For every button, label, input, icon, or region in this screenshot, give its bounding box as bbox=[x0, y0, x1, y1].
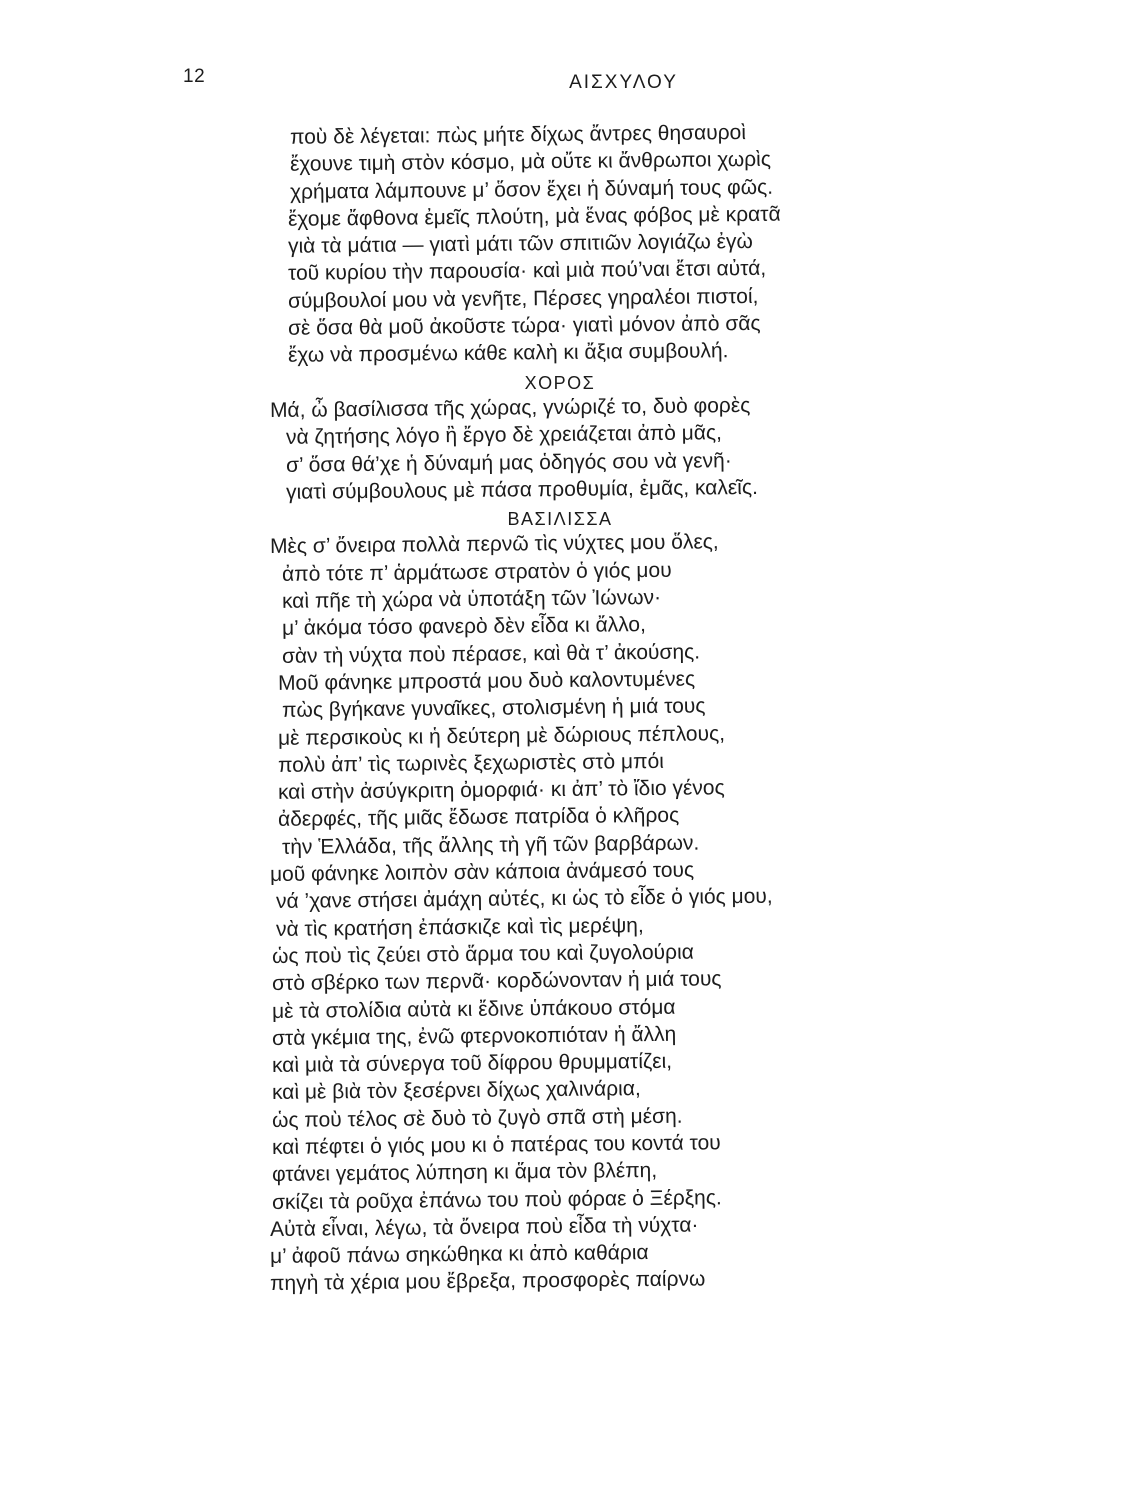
verse-line: τοῦ κυρίου τὴν παρουσία· καὶ μιὰ πού’ναι ἔτσι αὐτά, bbox=[287, 257, 767, 286]
verse-line: μὲ περσικοὺς κι ἡ δεύτερη μὲ δώριους πέπλους, bbox=[277, 721, 726, 750]
verse-line: σκίζει τὰ ροῦχα ἐπάνω του ποὺ φόραε ὁ Ξέρξης. bbox=[271, 1185, 722, 1214]
verse-line: μὲ τὰ στολίδια αὐτὰ κι ἔδινε ὑπάκουο στόμα bbox=[271, 995, 676, 1023]
verse-line: σύμβουλοί μου νὰ γενῆτε, Πέρσες γηραλέοι πιστοί, bbox=[287, 284, 759, 313]
page-number: 12 bbox=[183, 66, 206, 87]
verse-line: πὼς βγήκανε γυναῖκες, στολισμένη ἡ μιά τους bbox=[281, 694, 706, 723]
verse-line: Αὐτὰ εἶναι, λέγω, τὰ ὄνειρα ποὺ εἶδα τὴ νύχτα· bbox=[269, 1213, 699, 1241]
verse-line: ἔχομε ἄφθονα ἐμεῖς πλούτη, μὰ ἕνας φόβος μὲ κρατᾶ bbox=[287, 202, 781, 231]
verse-line: ἀπὸ τότε π’ ἁρμάτωσε στρατὸν ὁ γιός μου bbox=[281, 558, 672, 586]
verse-line: Μὲς σ’ ὄνειρα πολλὰ περνῶ τὶς νύχτες μου ὅλες, bbox=[269, 530, 719, 559]
verse-line: ποὺ δὲ λέγεται: πὼς μήτε δίχως ἄντρες θησαυροὶ bbox=[289, 121, 747, 149]
verse-line: μοῦ φάνηκε λοιπὸν σὰν κάποια ἀνάμεσό τους bbox=[269, 858, 695, 887]
verse-line: νὰ τὶς κρατήση ἐπάσκιζε καὶ τὶς μερέψη, bbox=[275, 913, 644, 941]
verse-line: ὡς ποὺ τὶς ζεύει στὸ ἅρμα του καὶ ζυγολούρια bbox=[271, 940, 694, 968]
verse-text bbox=[269, 121, 970, 1298]
verse-line: χρήματα λάμπουνε μ’ ὅσον ἔχει ἡ δύναμή τους φῶς. bbox=[289, 175, 774, 204]
verse-line: γιατὶ σύμβουλους μὲ πάσα προθυμία, ἐμᾶς, καλεῖς. bbox=[285, 475, 758, 504]
verse-line: νὰ ζητήσης λόγο ἢ ἔργο δὲ χρειάζεται ἀπὸ μᾶς, bbox=[285, 421, 723, 450]
verse-line: στὸ σβέρκο των περνᾶ· κορδώνονταν ἡ μιά τους bbox=[271, 967, 722, 996]
verse-line: καὶ μὲ βιὰ τὸν ξεσέρνει δίχως χαλινάρια, bbox=[271, 1077, 641, 1105]
speaker-heading: ΒΑΣΙΛΙΣΣΑ bbox=[507, 509, 613, 530]
verse-line: φτάνει γεμάτος λύπηση κι ἅμα τὸν βλέπη, bbox=[271, 1159, 658, 1187]
verse-line: ἔχουνε τιμὴ στὸν κόσμο, μὰ οὔτε κι ἄνθρωποι χωρὶς bbox=[289, 148, 772, 177]
verse-line: καὶ στὴν ἀσύγκριτη ὀμορφιά· κι ἀπ’ τὸ ἴδιο γένος bbox=[277, 776, 725, 805]
verse-line: τὴν Ἑλλάδα, τῆς ἄλλης τὴ γῆ τῶν βαρβάρων. bbox=[281, 831, 700, 859]
verse-line: καὶ μιὰ τὰ σύνεργα τοῦ δίφρου θρυμματίζει, bbox=[271, 1049, 673, 1078]
speaker-heading: ΧΟΡΟΣ bbox=[524, 372, 596, 393]
verse-line: πολὺ ἀπ’ τὶς τωρινὲς ξεχωριστὲς στὸ μπόι bbox=[277, 749, 664, 777]
verse-line: πηγὴ τὰ χέρια μου ἔβρεξα, προσφορὲς παίρνω bbox=[269, 1267, 706, 1296]
verse-line: μ’ ἀκόμα τόσο φανερὸ δὲν εἶδα κι ἄλλο, bbox=[281, 613, 647, 641]
verse-line: σὲ ὅσα θὰ μοῦ ἀκοῦστε τώρα· γιατὶ μόνον ἀπὸ σᾶς bbox=[287, 311, 761, 340]
verse-line: μ’ ἀφοῦ πάνω σηκώθηκα κι ἀπὸ καθάρια bbox=[269, 1241, 649, 1269]
verse-line: Μά, ὦ βασίλισσα τῆς χώρας, γνώριζέ το, δυὸ φορὲς bbox=[269, 393, 751, 422]
verse-line: ἔχω νὰ προσμένω κάθε καλὴ κι ἄξια συμβουλή. bbox=[287, 339, 729, 368]
verse-line: Μοῦ φάνηκε μπροστά μου δυὸ καλοντυμένες bbox=[277, 667, 696, 695]
verse-line: νά ’χανε στήσει ἀμάχη αὐτές, κι ὡς τὸ εἶδε ὁ γιός μου, bbox=[275, 885, 773, 914]
verse-line: σὰν τὴ νύχτα ποὺ πέρασε, καὶ θὰ τ’ ἀκούσης. bbox=[281, 640, 701, 668]
verse-line: καὶ πῆε τὴ χώρα νὰ ὑποτάξη τῶν Ἰώνων· bbox=[281, 585, 662, 613]
running-head: ΑΙΣΧΥΛΟΥ bbox=[569, 72, 678, 93]
verse-line: ὡς ποὺ τέλος σὲ δυὸ τὸ ζυγὸ σπᾶ στὴ μέση. bbox=[271, 1104, 683, 1132]
verse-line: καὶ πέφτει ὁ γιός μου κι ὁ πατέρας του κοντά του bbox=[271, 1131, 721, 1159]
verse-line: στὰ γκέμια της, ἐνῶ φτερνοκοπιόταν ἡ ἄλλη bbox=[271, 1022, 677, 1050]
verse-line: ἀδερφές, τῆς μιᾶς ἔδωσε πατρίδα ὁ κλῆρος bbox=[277, 804, 680, 832]
verse-line: γιὰ τὰ μάτια — γιατὶ μάτι τῶν σπιτιῶν λογιάζω ἐγὼ bbox=[287, 230, 753, 258]
verse-line: σ’ ὅσα θά’χε ἡ δύναμή μας ὁδηγός σου νὰ γενῆ· bbox=[285, 448, 732, 477]
